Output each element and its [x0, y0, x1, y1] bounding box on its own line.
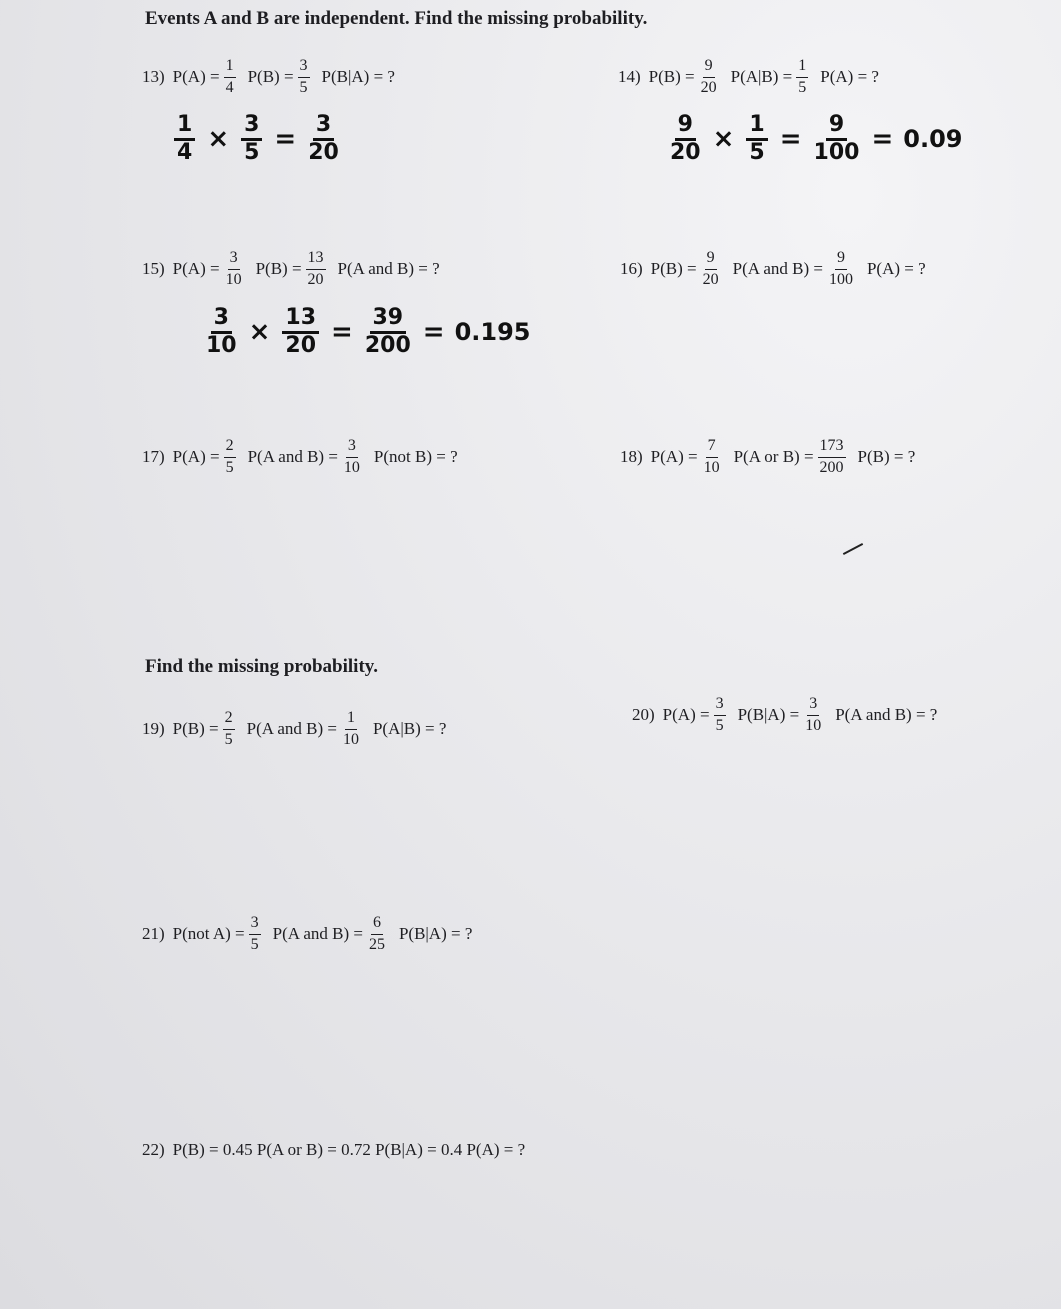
fraction	[341, 710, 361, 749]
denominator: 5	[250, 935, 259, 953]
hw-equals: =	[422, 317, 445, 348]
hw-equals: =	[274, 124, 297, 155]
problem-19	[142, 710, 446, 749]
hw-times: ×	[712, 124, 735, 155]
unknown-term: P(A|B) = ?	[372, 719, 447, 739]
problem-18	[620, 438, 915, 477]
problem-number: 19)	[142, 719, 165, 739]
problem-21	[142, 915, 472, 954]
denominator: 25	[368, 935, 385, 953]
problem-number: 17)	[142, 447, 165, 467]
numerator: 7	[706, 438, 718, 458]
given-term-2	[248, 58, 314, 97]
fraction	[224, 438, 236, 477]
given-term-2	[248, 438, 366, 477]
problem-number: 20)	[632, 705, 655, 725]
term-label: P(A) =	[650, 447, 698, 467]
term-label: P(B) =	[648, 67, 695, 87]
problem-22	[142, 1140, 525, 1160]
handwritten-work-13	[168, 112, 345, 165]
given-term-2	[733, 250, 859, 289]
hw-fraction: $\frac{3}{10}$	[206, 305, 237, 358]
term-label: P(A or B) =	[733, 447, 814, 467]
unknown-term: P(A) = ?	[866, 259, 926, 279]
term-label: P(A) =	[172, 259, 220, 279]
unknown-term: P(A and B) = ?	[337, 259, 440, 279]
handwritten-work-15	[200, 305, 531, 358]
denominator: 10	[805, 716, 822, 734]
fraction	[796, 58, 808, 97]
unknown-term: P(B) = ?	[857, 447, 916, 467]
hw-fraction: $\frac{1}{4}$	[174, 115, 195, 164]
hw-equals: =	[779, 124, 802, 155]
hw-equals: =	[331, 317, 353, 348]
hw-equals: =	[871, 124, 894, 155]
fraction	[818, 438, 846, 477]
term-label: P(B) =	[172, 719, 219, 739]
fraction	[803, 696, 823, 735]
denominator: 5	[225, 458, 234, 476]
fraction	[702, 438, 722, 477]
given-term-1	[173, 250, 248, 289]
term-label: P(A and B) =	[247, 447, 338, 467]
term-label: P(A) =	[172, 447, 220, 467]
unknown-term: P(A) = ?	[820, 67, 879, 87]
hw-times: ×	[248, 317, 271, 348]
hw-times: ×	[207, 124, 230, 155]
denominator: 100	[828, 270, 853, 288]
fraction	[306, 250, 326, 289]
denominator: 10	[343, 458, 360, 476]
numerator: 13	[306, 250, 326, 270]
given-term-2	[256, 250, 330, 289]
given-term-2	[738, 696, 828, 735]
given-term-2	[731, 58, 813, 97]
denominator: 5	[299, 78, 308, 96]
given-term-2	[734, 438, 850, 477]
unknown-term: P(B|A) = ?	[398, 924, 473, 944]
denominator: 20	[700, 78, 717, 96]
denominator: 10	[703, 458, 720, 476]
problem-text: P(B) = 0.45 P(A or B) = 0.72 P(B|A) = 0.4 P(A) = ?	[172, 1140, 526, 1159]
denominator: 5	[715, 716, 724, 734]
hw-fraction: $\frac{13}{20}$	[282, 308, 319, 357]
section-heading-missing: Find the missing probability.	[145, 656, 378, 677]
problem-number: 22)	[142, 1140, 165, 1159]
hw-fraction: $\frac{3}{5}$	[241, 115, 262, 164]
denominator: 20	[307, 270, 324, 288]
unknown-term: P(A and B) = ?	[835, 705, 938, 725]
numerator: 3	[249, 915, 261, 935]
term-label: P(B) =	[255, 259, 302, 279]
problem-17	[142, 438, 458, 477]
denominator: 5	[224, 730, 233, 748]
fraction	[367, 915, 387, 954]
denominator: 5	[798, 78, 807, 96]
fraction	[224, 58, 236, 97]
term-label: P(A and B) =	[732, 259, 823, 279]
denominator: 200	[819, 458, 844, 476]
problem-20	[632, 696, 937, 735]
numerator: 9	[705, 250, 717, 270]
numerator: 2	[223, 710, 235, 730]
given-term-2	[247, 710, 365, 749]
problem-number: 14)	[618, 67, 641, 87]
term-label: P(A|B) =	[730, 67, 793, 87]
problem-number: 13)	[142, 67, 165, 87]
given-term-1	[649, 58, 723, 97]
numerator: 2	[224, 438, 236, 458]
hw-fraction: $\frac{9}{20}$	[670, 112, 701, 165]
fraction	[827, 250, 855, 289]
term-label: P(A and B) =	[246, 719, 337, 739]
numerator: 173	[818, 438, 846, 458]
given-term-1	[173, 915, 265, 954]
problem-number: 15)	[142, 259, 165, 279]
fraction	[699, 58, 719, 97]
given-term-1	[173, 58, 240, 97]
given-term-2	[273, 915, 391, 954]
given-term-1	[663, 696, 730, 735]
numerator: 3	[298, 58, 310, 78]
hw-decimal: 0.195	[454, 318, 531, 347]
numerator: 9	[703, 58, 715, 78]
denominator: 10	[342, 730, 359, 748]
denominator: 4	[225, 78, 234, 96]
numerator: 3	[807, 696, 819, 716]
numerator: 6	[371, 915, 383, 935]
given-term-1	[651, 438, 726, 477]
hw-fraction: $\frac{9}{100}$	[813, 112, 860, 165]
hw-fraction: $\frac{39}{200}$	[364, 305, 411, 358]
pencil-mark	[843, 543, 863, 555]
numerator: 3	[714, 696, 726, 716]
problem-number: 18)	[620, 447, 643, 467]
numerator: 1	[345, 710, 357, 730]
term-label: P(not A) =	[172, 924, 245, 944]
term-label: P(B) =	[650, 259, 697, 279]
numerator: 9	[835, 250, 847, 270]
given-term-1	[173, 710, 239, 749]
problem-number: 21)	[142, 924, 165, 944]
fraction	[224, 250, 244, 289]
numerator: 1	[224, 58, 236, 78]
hw-decimal: 0.09	[903, 125, 963, 154]
fraction	[701, 250, 721, 289]
section-heading-independent: Events A and B are independent. Find the missing probability.	[145, 8, 648, 29]
fraction	[223, 710, 235, 749]
unknown-term: P(not B) = ?	[373, 447, 458, 467]
numerator: 3	[346, 438, 358, 458]
problem-13	[142, 58, 395, 97]
denominator: 10	[225, 270, 242, 288]
numerator: 1	[796, 58, 808, 78]
handwritten-work-14	[664, 112, 963, 165]
problem-number: 16)	[620, 259, 643, 279]
term-label: P(A and B) =	[272, 924, 363, 944]
term-label: P(A) =	[172, 67, 220, 87]
denominator: 20	[702, 270, 719, 288]
fraction	[298, 58, 310, 97]
problem-14	[618, 58, 879, 97]
term-label: P(B|A) =	[737, 705, 800, 725]
hw-fraction: $\frac{3}{20}$	[308, 112, 339, 165]
fraction	[249, 915, 261, 954]
problem-16	[620, 250, 926, 289]
term-label: P(A) =	[662, 705, 710, 725]
fraction	[342, 438, 362, 477]
term-label: P(B) =	[247, 67, 294, 87]
fraction	[714, 696, 726, 735]
given-term-1	[651, 250, 725, 289]
problem-15	[142, 250, 440, 289]
numerator: 3	[228, 250, 240, 270]
unknown-term: P(B|A) = ?	[321, 67, 395, 87]
given-term-1	[173, 438, 240, 477]
hw-fraction: $\frac{1}{5}$	[746, 115, 767, 164]
